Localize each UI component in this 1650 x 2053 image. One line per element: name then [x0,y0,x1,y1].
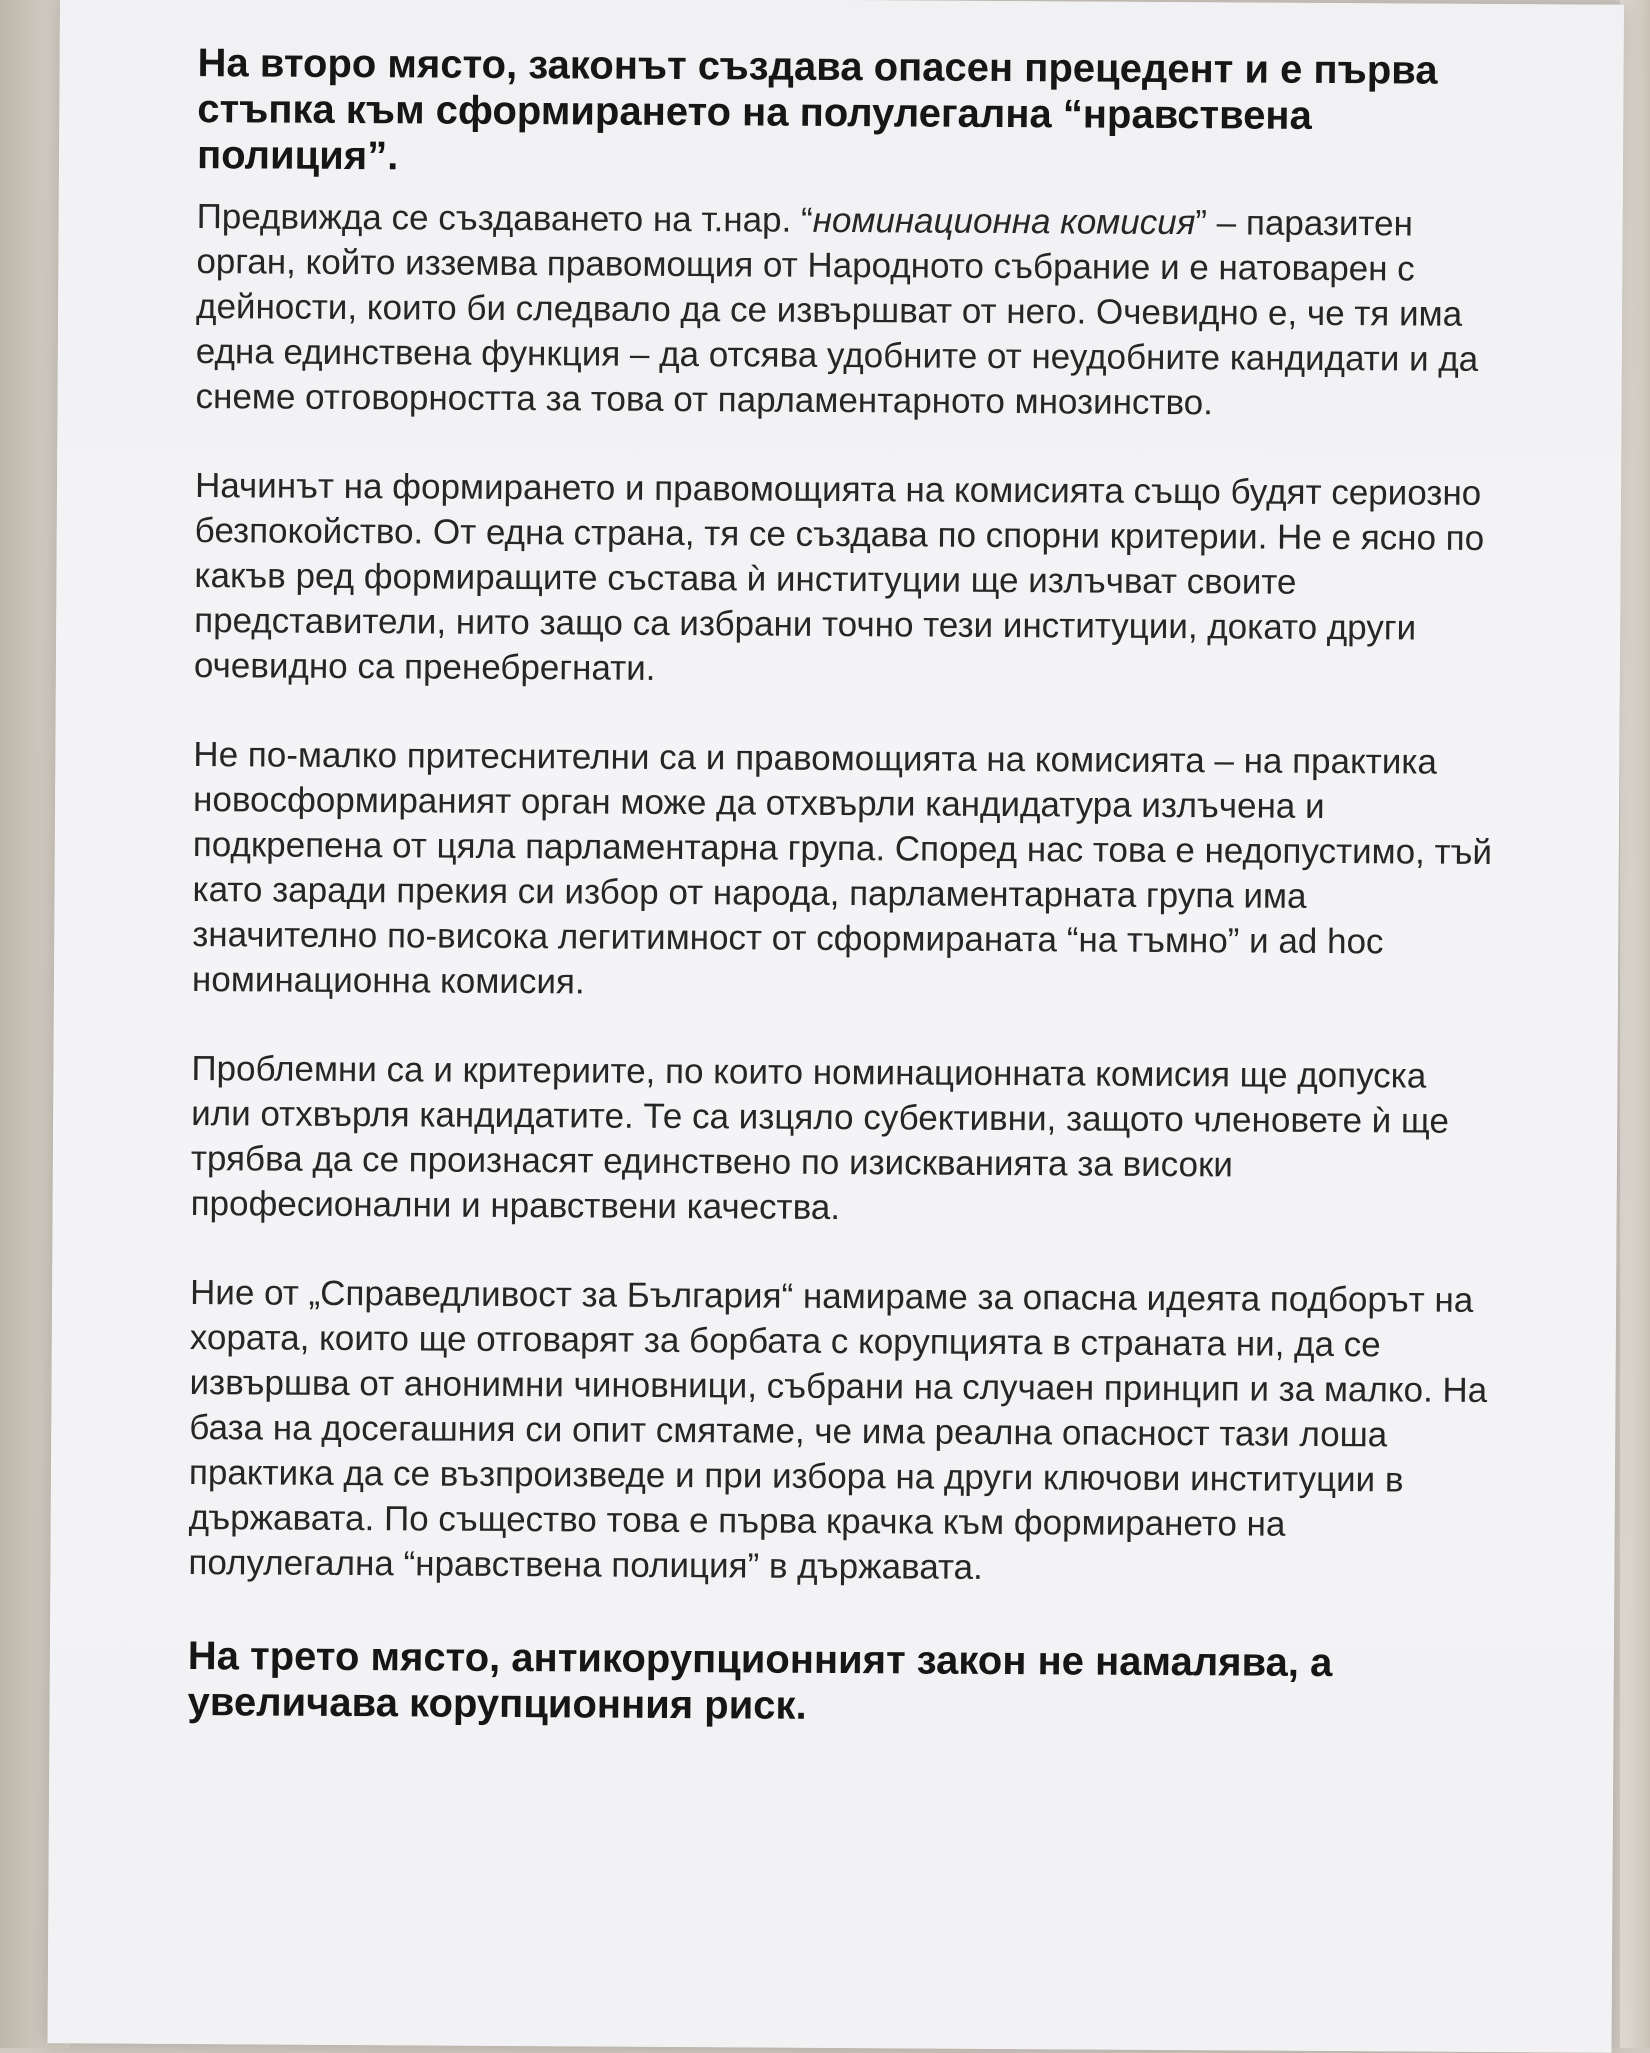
paragraph-party-position: Ние от „Справедливост за България“ намираме за опасна идеята подборът на хората, които ще отговарят за борбата с корупцията в страната ни, да се извършва от анонимни чиновници, събрани на случаен принцип и за малко. На база на досегашния си опит смятаме, че има реална опасност тази лоша практика да се възпроизведе и при избора на други ключови институции в държавата. По същество това е първа крачка към формирането на полулегална “нравствена полиция” в държавата. [188,1273,1488,1587]
section-heading-second-place: На второ място, законът създава опасен прецедент и е първа стъпка към сформирането на полулегална “нравствена полиция”. [196,41,1438,179]
paragraph-formation-concerns: Начинът на формирането и правомощията на комисията също будят сериозно безпокойство. От една страна, тя се създава по спорни критерии. Не е ясно по какъв ред формиращите състава ѝ институции ще излъчват своите представители, нито защо са избрани точно тези институции, докато други очевидно са пренебрегнати. [193,466,1485,688]
paragraph-1-text-after: ” – паразитен орган, който изземва правомощия от Народното събрание и е натоварен с дейности, които би следвало да се извършват от него. Очевидно е, че тя има една единствена функция – да отсява удобните от неудобните кандидати и да снеме отговорността за това от парламентарното мнозинство. [195,203,1479,423]
paragraph-commission-powers: Не по-малко притеснителни са и правомощията на комисията – на практика новосформираният орган може да отхвърли кандидатура излъчена и подкрепена от цяла парламентарна група. Според нас това е недопустимо, тъй като заради прекия си избор от народа, парламентарната група има значително по-висока легитимност от сформираната “на тъмно” и ad hoc номинационна комисия. [191,735,1493,1002]
backdrop-right [1620,0,1650,2048]
paragraph-1-italic-term: номинационна комисия [812,200,1196,243]
paper-sheet [48,0,1624,2053]
section-heading-third-place: На трето място, антикорупционният закон не намалява, а увеличава корупционния риск. [187,1634,1333,1728]
document-body [187,40,1497,1733]
paragraph-1-text-before: Предвижда се създаването на т.нар. “ [196,197,813,240]
paragraph-nomination-commission [195,194,1496,427]
paragraph-criteria: Проблемни са и критериите, по които номинационната комисия ще допуска или отхвърля кандидатите. Те са изцяло субективни, защото членовете ѝ ще трябва да се произнасят единствено по изискванията за високи професионални и нравствени качества. [190,1049,1449,1228]
